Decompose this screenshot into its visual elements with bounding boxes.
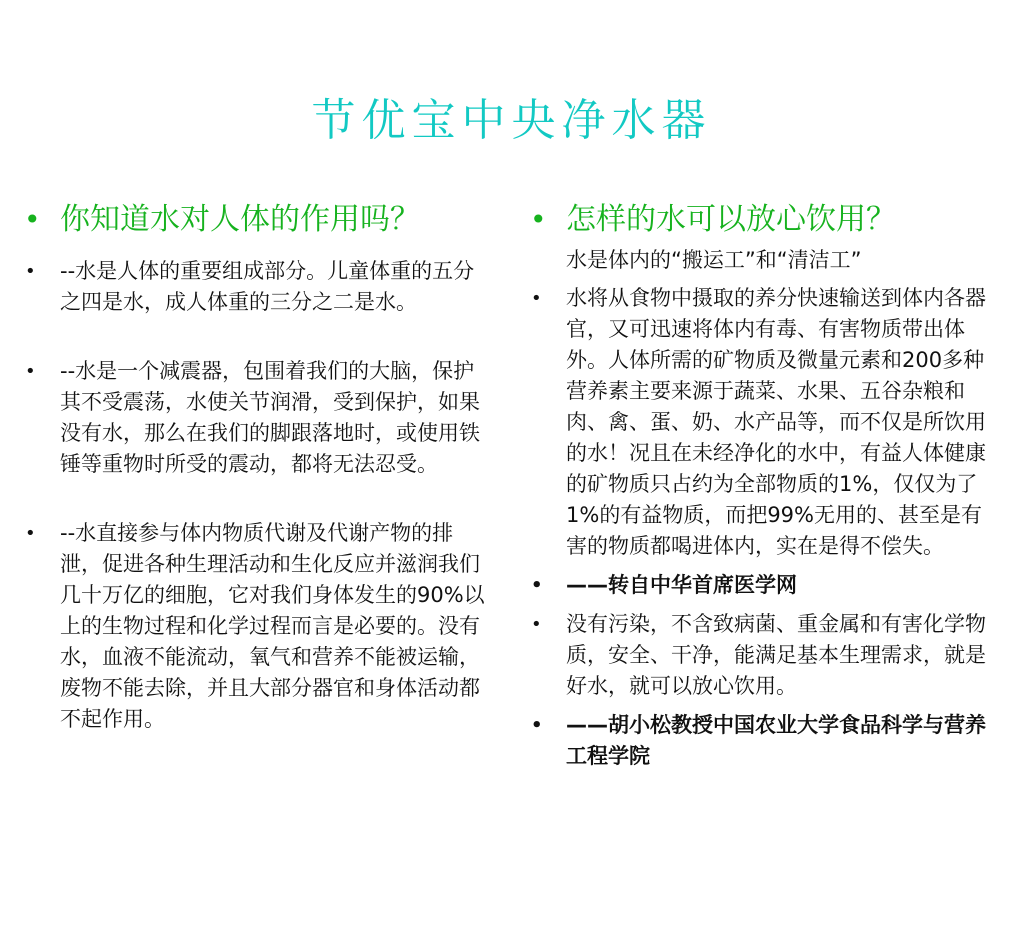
bullet-icon: • (25, 361, 36, 382)
bullet-icon: • (531, 715, 543, 736)
bullet-icon: • (25, 261, 36, 282)
left-bullet-3 (22, 518, 490, 735)
source-attribution: ——胡小松教授中国农业大学食品科学与营养工程学院 (566, 713, 986, 768)
bullet-icon: • (531, 575, 543, 596)
left-bullet-text: --水直接参与体内物质代谢及代谢产物的排泄，促进各种生理活动和生化反应并滋润我们几十万亿的细胞，它对我们身体发生的90%以上的生物过程和化学过程而言是必要的。没有水，血液不能流动，氧气和营养不能被运输，废物不能去除，并且大部分器官和身体活动都不起作用。 (60, 521, 485, 731)
left-heading-text: 你知道水对人体的作用吗？ (60, 202, 420, 237)
slide-title: 节优宝中央净水器 (311, 95, 712, 146)
left-heading (22, 198, 490, 242)
bullet-icon: • (24, 203, 41, 236)
left-bullet-text: --水是人体的重要组成部分。儿童体重的五分之四是水，成人体重的三分之二是水。 (60, 259, 475, 314)
bullet-icon: • (531, 288, 542, 309)
source-attribution: ——转自中华首席医学网 (566, 573, 797, 597)
right-source-2 (528, 710, 998, 772)
left-bullet-text: --水是一个减震器，包围着我们的大脑，保护其不受震荡，水使关节润滑，受到保护，如果没有水，那么在我们的脚跟落地时，或使用铁锤等重物时所受的震动，都将无法忍受。 (60, 359, 480, 476)
right-column (528, 198, 998, 780)
right-bullet-text: 水将从食物中摄取的养分快速输送到体内各器官，又可迅速将体内有毒、有害物质带出体外。人体所需的矿物质及微量元素和200多种营养素主要来源于蔬菜、水果、五谷杂粮和肉、禽、蛋、奶、水产品等，而不仅是所饮用的水！况且在未经净化的水中，有益人体健康的矿物质只占约为全部物质的1%，仅仅为了1%的有益物质，而把99%无用的、甚至是有害的物质都喝进体内，实在是得不偿失。 (566, 286, 986, 558)
bullet-icon: • (25, 523, 36, 544)
right-bullet-1 (528, 283, 998, 562)
right-heading-text: 怎样的水可以放心饮用？ (566, 202, 896, 237)
bullet-icon: • (530, 203, 547, 236)
left-bullet-1 (22, 256, 490, 318)
left-column (22, 198, 490, 773)
right-subheading: 水是体内的“搬运工”和“清洁工” (566, 248, 862, 272)
right-source-1 (528, 570, 998, 601)
left-bullet-2 (22, 356, 490, 480)
bullet-icon: • (531, 614, 542, 635)
right-heading (528, 198, 998, 242)
right-bullet-2 (528, 609, 998, 702)
right-bullet-text: 没有污染，不含致病菌、重金属和有害化学物质，安全、干净，能满足基本生理需求，就是好水，就可以放心饮用。 (566, 612, 986, 698)
